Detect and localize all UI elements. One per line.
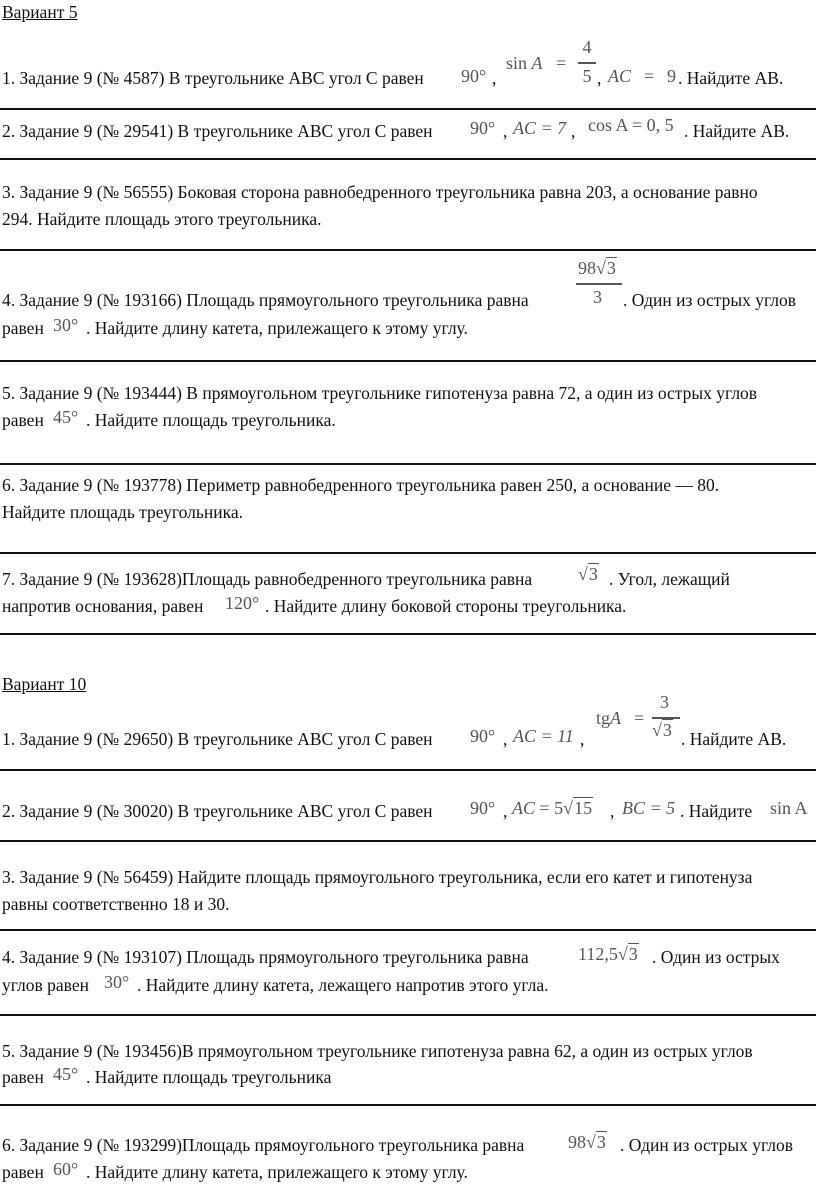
v10-task-6-angle: 60° <box>53 1159 79 1179</box>
v10-task-4-text: 4. Задание 9 (№ 193107) Площадь прямоугольного треугольника равна <box>2 947 529 967</box>
v10-task-1-sep1: , <box>503 729 508 749</box>
v10-task-2-ac: AC = 5√15 <box>512 798 593 818</box>
v5-task-1-sep2: , <box>597 68 602 88</box>
v5-task-5-angle: 45° <box>53 407 79 427</box>
v10-task-3-line1: 3. Задание 9 (№ 56459) Найдите площадь прямоугольного треугольника, если его катет и гипотенуза <box>2 867 753 887</box>
v10-task-5-line2a: равен <box>2 1067 44 1087</box>
v10-task-3 <box>2 864 814 918</box>
v5-task-6-line1: 6. Задание 9 (№ 193778) Периметр равнобедренного треугольника равен 250, а основание — 80. <box>2 475 720 495</box>
divider <box>0 769 816 771</box>
v10-task-2-angle: 90° <box>470 798 496 818</box>
v5-task-1-frac-bar <box>578 62 596 64</box>
v5-task-1-frac-den: 5 <box>582 66 592 86</box>
v10-task-4-line2b: . Найдите длину катета, лежащего напротив этого угла. <box>137 975 549 995</box>
v10-task-5-line2b: . Найдите площадь треугольника <box>86 1067 332 1087</box>
v5-task-1-sin: sin A <box>506 53 543 73</box>
v5-task-2-angle: 90° <box>470 118 496 138</box>
v5-task-7-angle: 120° <box>225 593 260 613</box>
v5-task-1-angle: 90° <box>461 66 487 86</box>
v5-task-3-line2: 294. Найдите площадь этого треугольника. <box>2 209 322 229</box>
v10-task-5-line1: 5. Задание 9 (№ 193456)В прямоугольном треугольнике гипотенуза равна 62, а один из острых углов <box>2 1041 753 1061</box>
v5-task-7-sqrt: √3 <box>578 564 598 584</box>
divider <box>0 929 816 931</box>
v10-task-1-tg: tgA <box>596 708 622 728</box>
divider <box>0 633 816 635</box>
v10-task-1-sep2: , <box>580 729 585 749</box>
v10-task-2-sep2: , <box>610 801 615 821</box>
v5-task-4-angle: 30° <box>53 315 79 335</box>
v5-task-7-text: 7. Задание 9 (№ 193628)Площадь равнобедренного треугольника равна <box>2 569 533 589</box>
v5-task-1-text: 1. Задание 9 (№ 4587) В треугольнике ABC угол C равен <box>2 68 424 88</box>
divider <box>0 463 816 465</box>
v5-task-3 <box>2 179 814 233</box>
v5-task-1-frac-num: 4 <box>582 37 592 57</box>
v10-task-6-rest: . Один из острых углов <box>620 1135 794 1155</box>
v5-task-7-line2b: . Найдите длину боковой стороны треугольника. <box>265 596 627 616</box>
v10-task-1-ac: AC = 11 <box>513 726 574 746</box>
divider <box>0 249 816 251</box>
v5-task-1-ac: AC <box>608 66 632 86</box>
v5-task-4-frac-bar <box>576 283 622 285</box>
v10-task-4-rest: . Один из острых <box>652 947 780 967</box>
v10-task-6-text: 6. Задание 9 (№ 193299)Площадь прямоугольного треугольника равна <box>2 1135 525 1155</box>
v5-task-1-end: . Найдите AB. <box>678 68 784 88</box>
v10-task-4-value: 112,5√3 <box>578 944 638 964</box>
v5-task-2-ac: AC = 7 <box>513 118 567 138</box>
v5-task-2-text: 2. Задание 9 (№ 29541) В треугольнике ABC угол C равен <box>2 121 433 141</box>
v5-task-2-sep2: , <box>571 121 576 141</box>
divider <box>0 158 816 160</box>
divider <box>0 1104 816 1106</box>
v10-task-1-frac-num: 3 <box>660 692 669 712</box>
v5-task-5-line2a: равен <box>2 410 44 430</box>
v10-task-1-frac-den: √3 <box>652 720 672 740</box>
v10-task-6-value: 98√3 <box>568 1132 606 1152</box>
v5-task-4-frac-den: 3 <box>593 287 602 307</box>
divider <box>0 1014 816 1016</box>
v5-task-5-line2b: . Найдите площадь треугольника. <box>86 410 336 430</box>
v5-task-4-frac-num: 98√3 <box>578 258 616 278</box>
v10-task-6-line2b: . Найдите длину катета, прилежащего к этому углу. <box>86 1162 468 1182</box>
v5-task-1-ac-eq: = <box>644 66 655 86</box>
v10-task-2-sep1: , <box>503 801 508 821</box>
v10-task-4-line2a: углов равен <box>2 975 89 995</box>
v10-task-2-bc: BC = 5 <box>622 798 676 818</box>
v10-task-5-angle: 45° <box>53 1064 79 1084</box>
v10-task-1-angle: 90° <box>470 726 496 746</box>
v5-task-2-sep1: , <box>503 121 508 141</box>
v10-task-1-end: . Найдите AB. <box>681 729 787 749</box>
v10-task-1-text: 1. Задание 9 (№ 29650) В треугольнике ABC угол C равен <box>2 729 433 749</box>
divider <box>0 108 816 110</box>
v5-task-3-line1: 3. Задание 9 (№ 56555) Боковая сторона равнобедренного треугольника равна 203, а основание равно <box>2 182 758 202</box>
divider <box>0 840 816 842</box>
divider <box>0 552 816 554</box>
variant-10-heading: Вариант 10 <box>2 674 87 694</box>
v10-task-2-end: . Найдите <box>680 801 753 821</box>
v5-task-5-line1: 5. Задание 9 (№ 193444) В прямоугольном треугольнике гипотенуза равна 72, а один из острых углов <box>2 383 758 403</box>
v5-task-1-eq: = <box>556 53 567 73</box>
v5-task-4-text: 4. Задание 9 (№ 193166) Площадь прямоугольного треугольника равна <box>2 290 529 310</box>
v5-task-6-line2: Найдите площадь треугольника. <box>2 502 243 522</box>
v5-task-2-cos: cos A = 0, 5 <box>588 115 674 135</box>
v5-task-4-line2a: равен <box>2 318 44 338</box>
v5-task-7-line2a: напротив основания, равен <box>2 596 204 616</box>
variant-5-heading: Вариант 5 <box>2 2 78 22</box>
v5-task-4-line2b: . Найдите длину катета, прилежащего к этому углу. <box>86 318 468 338</box>
v5-task-1-ac-val: 9 <box>667 66 676 86</box>
v10-task-1-eq: = <box>634 708 645 728</box>
v10-task-4-angle: 30° <box>104 972 130 992</box>
v10-task-2-sin: sin A <box>770 798 808 818</box>
v5-task-4-rest: . Один из острых углов <box>623 290 797 310</box>
v5-task-7-rest: . Угол, лежащий <box>609 569 730 589</box>
v10-task-6-line2a: равен <box>2 1162 44 1182</box>
v5-task-2-end: . Найдите AB. <box>684 121 790 141</box>
v5-task-1-sep1: , <box>492 68 497 88</box>
divider <box>0 360 816 362</box>
v5-task-6 <box>2 472 814 526</box>
v10-task-2-text: 2. Задание 9 (№ 30020) В треугольнике ABC угол C равен <box>2 801 433 821</box>
v10-task-3-line2: равны соответственно 18 и 30. <box>2 894 230 914</box>
